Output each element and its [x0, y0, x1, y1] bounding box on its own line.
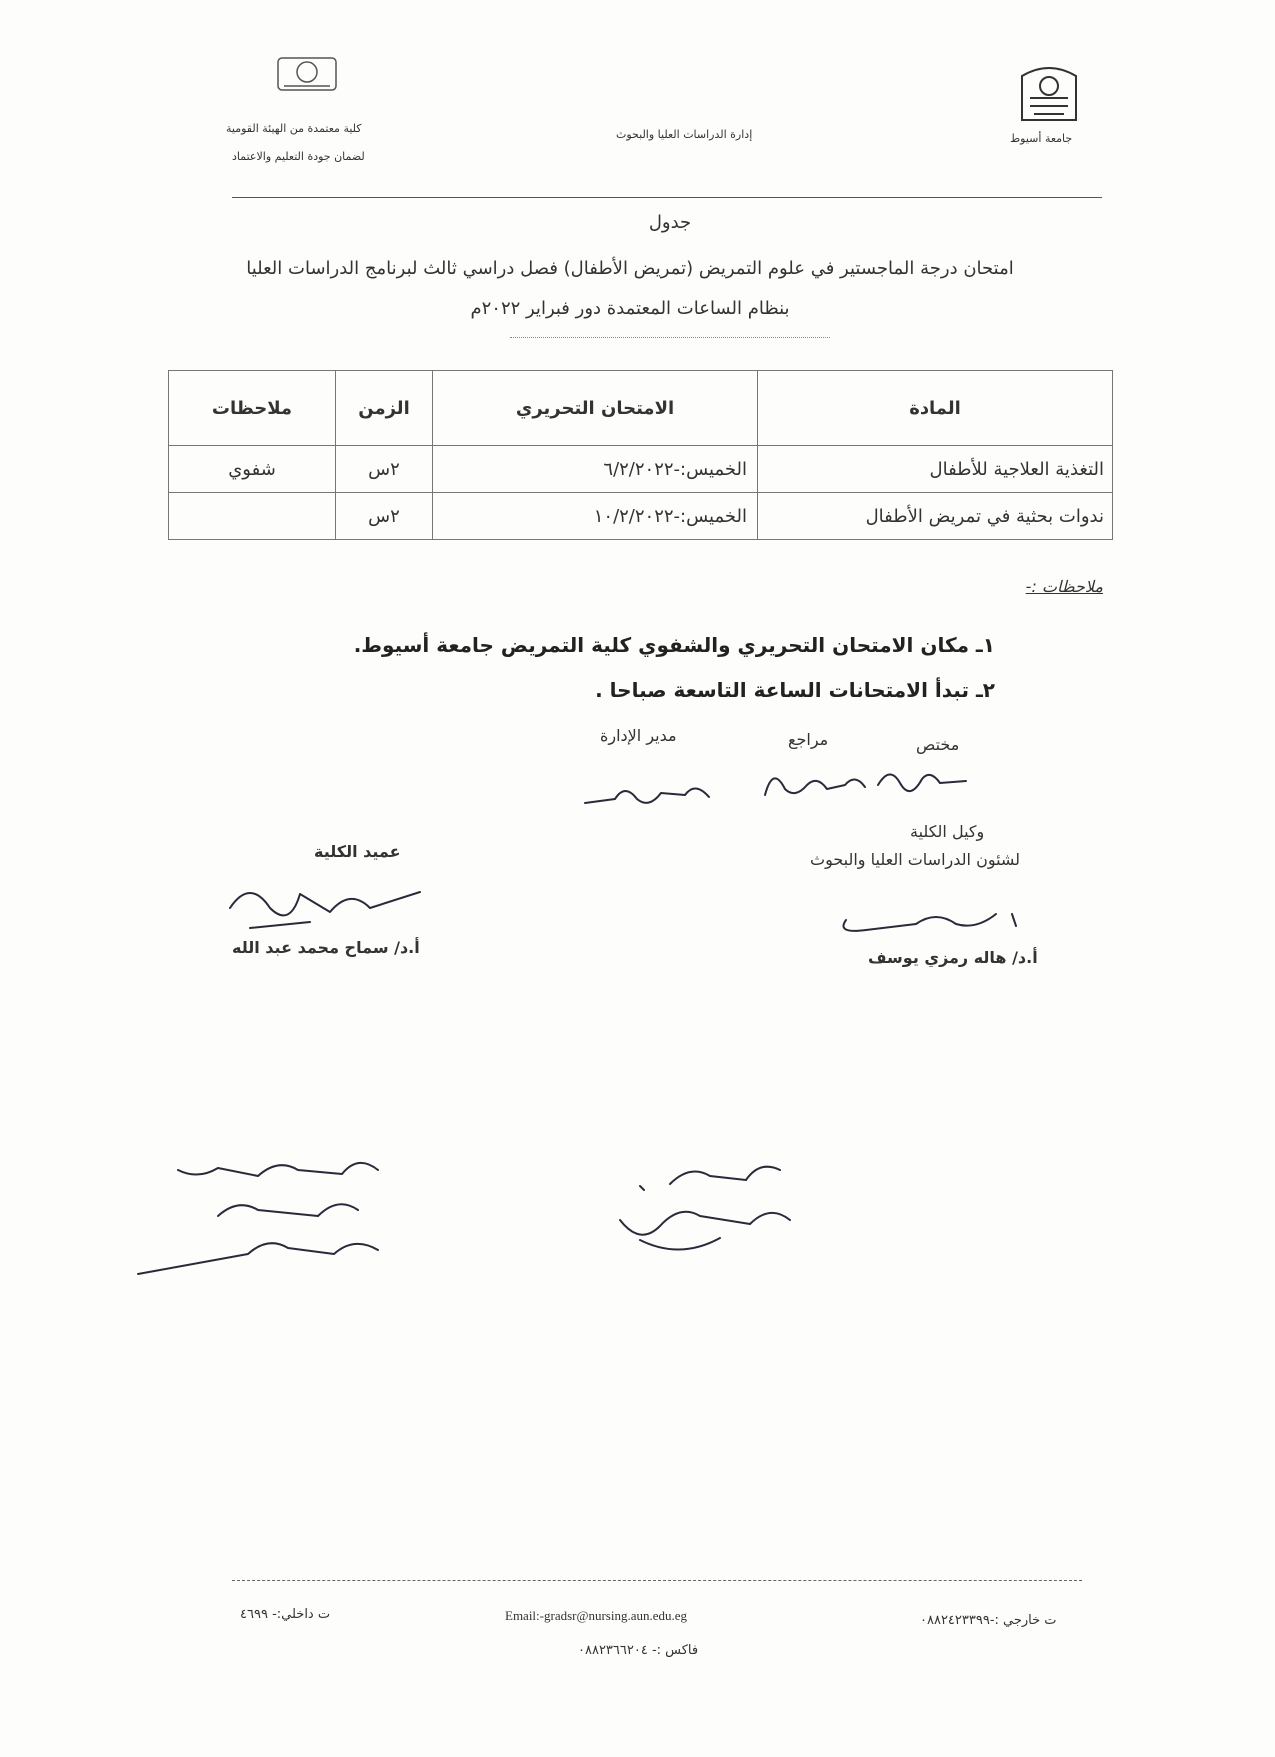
table-header-row	[169, 371, 1113, 446]
signature-manager	[575, 765, 725, 825]
table-row	[169, 493, 1113, 540]
vice-dean-title: وكيل الكلية	[910, 822, 985, 841]
cell-written: الخميس:-٦/٢/٢٠٢٢	[433, 446, 758, 493]
exam-schedule-table	[168, 370, 1113, 540]
handwritten-note-right	[600, 1150, 800, 1270]
cell-written: الخميس:-١٠/٢/٢٠٢٢	[433, 493, 758, 540]
cell-notes	[169, 493, 336, 540]
cell-time: ٢س	[336, 446, 433, 493]
label-reviewer: مراجع	[788, 730, 829, 749]
cell-subject: ندوات بحثية في تمريض الأطفال	[758, 493, 1113, 540]
header-time: الزمن	[336, 371, 433, 446]
doc-title-word: جدول	[648, 212, 692, 233]
footer-email: Email:-gradsr@nursing.aun.edu.eg	[505, 1608, 688, 1623]
header-subject: المادة	[758, 371, 1113, 446]
signature-specialist	[870, 755, 980, 805]
signature-dean	[220, 868, 430, 938]
signature-reviewer	[755, 755, 885, 815]
note-item: ٢ـ تبدأ الامتحانات الساعة التاسعة صباحا .	[595, 678, 995, 702]
university-logo	[1016, 58, 1082, 122]
note-item: ١ـ مكان الامتحان التحريري والشفوي كلية التمريض جامعة أسيوط.	[353, 633, 995, 657]
table-row	[169, 446, 1113, 493]
label-manager: مدير الإدارة	[600, 726, 677, 745]
university-name: جامعة أسيوط	[1010, 132, 1073, 145]
accreditation-line1: كلية معتمدة من الهيئة القومية	[226, 122, 362, 135]
cell-notes: شفوي	[169, 446, 336, 493]
dean-title: عميد الكلية	[314, 842, 401, 861]
footer-external-phone: ت خارجي :-٠٨٨٢٤٢٣٣٩٩	[920, 1613, 1057, 1628]
vice-dean-role: لشئون الدراسات العليا والبحوث	[810, 850, 1021, 869]
department-name: إدارة الدراسات العليا والبحوث	[616, 128, 753, 141]
handwritten-note-left	[128, 1140, 408, 1280]
doc-title-line1: امتحان درجة الماجستير في علوم التمريض (تمريض الأطفال) فصل دراسي ثالث لبرنامج الدراسات العليا	[246, 258, 1014, 279]
accreditation-logo	[274, 52, 340, 94]
footer-divider	[232, 1580, 1082, 1581]
title-underline	[510, 337, 830, 338]
cell-subject: التغذية العلاجية للأطفال	[758, 446, 1113, 493]
footer-fax: فاكس :- ٠٨٨٢٣٦٦٢٠٤	[578, 1643, 699, 1658]
cell-time: ٢س	[336, 493, 433, 540]
label-specialist: مختص	[916, 735, 960, 754]
header-notes: ملاحظات	[169, 371, 336, 446]
accreditation-line2: لضمان جودة التعليم والاعتماد	[232, 150, 365, 163]
notes-heading: ملاحظات :-	[1025, 577, 1103, 596]
vice-dean-name: أ.د/ هاله رمزي يوسف	[868, 948, 1038, 967]
doc-title-line2: بنظام الساعات المعتمدة دور فبراير ٢٠٢٢م	[470, 298, 790, 319]
signature-vice-dean	[826, 890, 1026, 950]
header-divider	[232, 197, 1102, 198]
footer-internal-phone: ت داخلي:- ٤٦٩٩	[240, 1607, 331, 1622]
dean-name: أ.د/ سماح محمد عبد الله	[232, 938, 420, 957]
header-written: الامتحان التحريري	[433, 371, 758, 446]
